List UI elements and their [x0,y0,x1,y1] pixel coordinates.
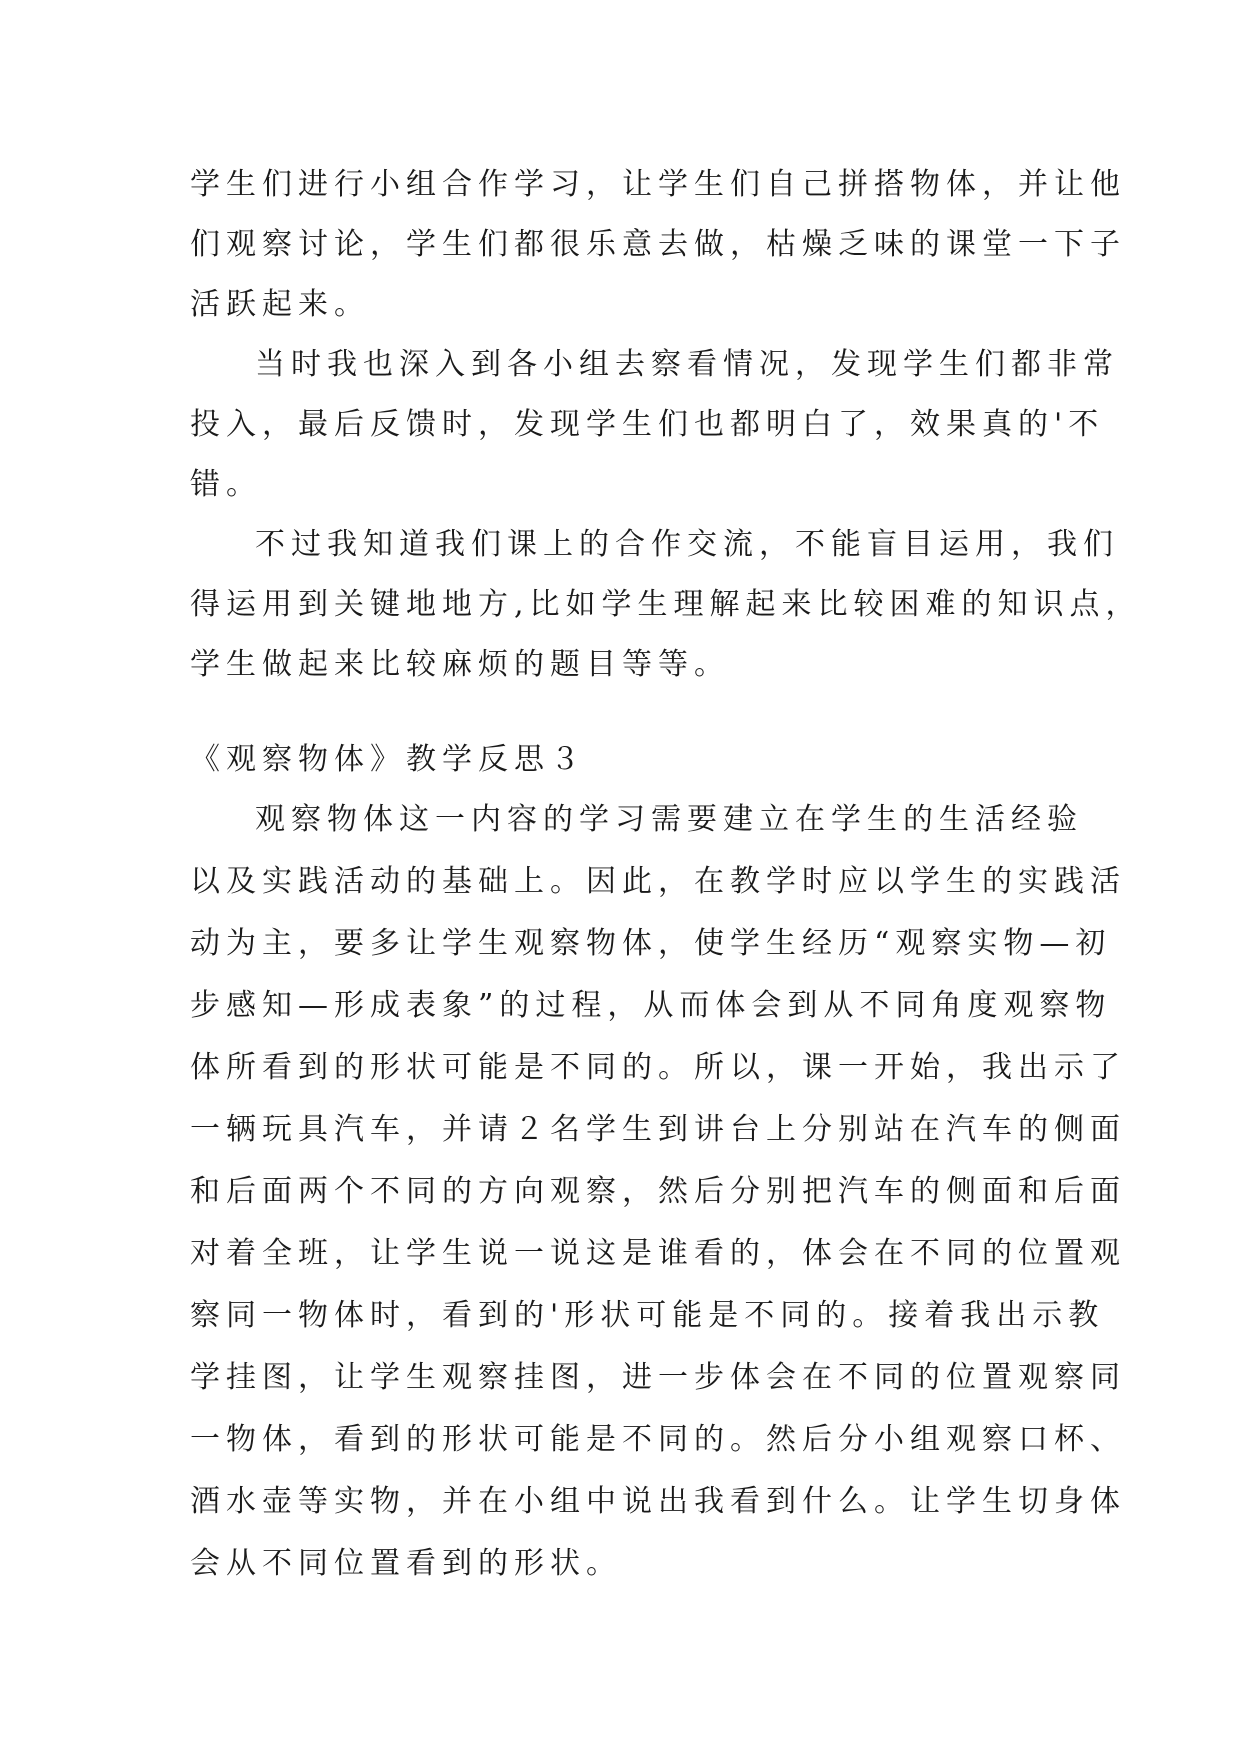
paragraph-4-line-11: 一物体，看到的形状可能是不同的。然后分小组观察口杯、 [190,1422,1126,1457]
paragraph-4-line-4: 步感知—形成表象”的过程，从而体会到从不同角度观察物 [190,988,1112,1023]
paragraph-4-line-9: 察同一物体时，看到的'形状可能是不同的。接着我出示教 [190,1298,1105,1333]
paragraph-1-line-1: 学生们进行小组合作学习，让学生们自己拼搭物体，并让他 [190,167,1126,202]
paragraph-3-line-3: 学生做起来比较麻烦的题目等等。 [190,647,730,682]
paragraph-2-line-2: 投入，最后反馈时，发现学生们也都明白了，效果真的'不 [190,407,1105,442]
paragraph-3-line-1: 不过我知道我们课上的合作交流，不能盲目运用，我们 [255,527,1119,562]
paragraph-4-line-2: 以及实践活动的基础上。因此，在教学时应以学生的实践活 [190,864,1126,899]
paragraph-4-line-13: 会从不同位置看到的形状。 [190,1546,622,1581]
paragraph-4-line-12: 酒水壶等实物，并在小组中说出我看到什么。让学生切身体 [190,1484,1126,1519]
paragraph-2-line-3: 错。 [190,467,262,502]
paragraph-1-line-3: 活跃起来。 [190,287,370,322]
paragraph-4-line-1: 观察物体这一内容的学习需要建立在学生的生活经验 [255,802,1083,837]
section-title: 《观察物体》教学反思３ [190,742,586,777]
paragraph-4-line-10: 学挂图，让学生观察挂图，进一步体会在不同的位置观察同 [190,1360,1126,1395]
paragraph-4-line-3: 动为主，要多让学生观察物体，使学生经历“观察实物—初 [190,926,1112,961]
paragraph-4-line-8: 对着全班，让学生说一说这是谁看的，体会在不同的位置观 [190,1236,1126,1271]
paragraph-2-line-1: 当时我也深入到各小组去察看情况，发现学生们都非常 [255,347,1119,382]
paragraph-1-line-2: 们观察讨论，学生们都很乐意去做，枯燥乏味的课堂一下子 [190,227,1126,262]
paragraph-3-line-2: 得运用到关键地地方,比如学生理解起来比较困难的知识点， [190,587,1142,622]
paragraph-4-line-6: 一辆玩具汽车，并请２名学生到讲台上分别站在汽车的侧面 [190,1112,1126,1147]
paragraph-4-line-5: 体所看到的形状可能是不同的。所以，课一开始，我出示了 [190,1050,1126,1085]
paragraph-4-line-7: 和后面两个不同的方向观察，然后分别把汽车的侧面和后面 [190,1174,1126,1209]
